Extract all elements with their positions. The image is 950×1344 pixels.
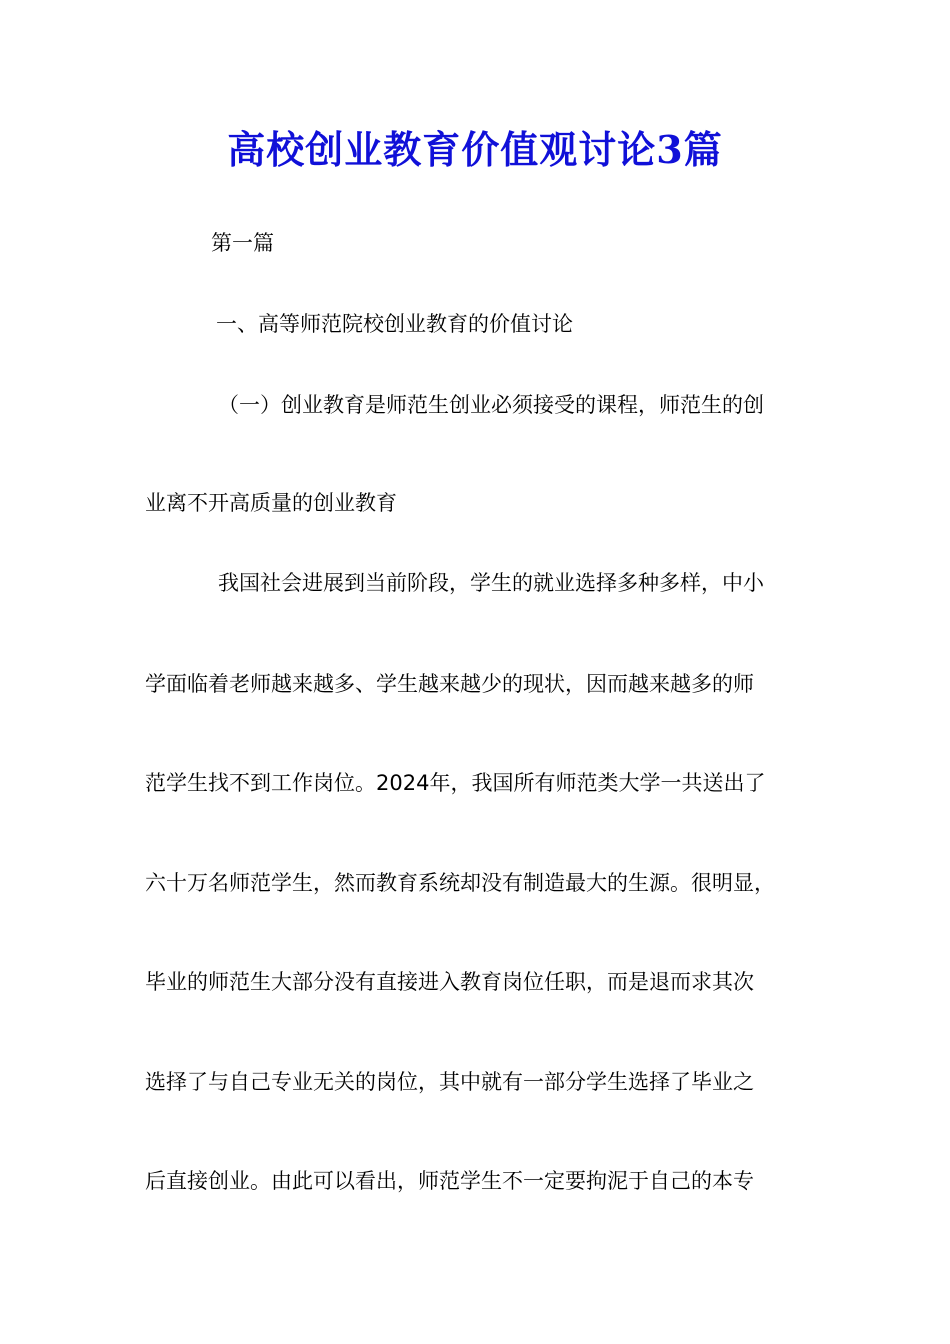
heading-level-1: 一、高等师范院校创业教育的价值讨论 — [216, 312, 573, 336]
paragraph-line: （一）创业教育是师范生创业必须接受的课程，师范生的创 — [218, 393, 764, 417]
document-title: 高校创业教育价值观讨论3篇 — [227, 127, 723, 172]
paragraph-line: 六十万名师范学生，然而教育系统却没有制造最大的生源。很明显， — [145, 871, 775, 895]
paragraph-line: 毕业的师范生大部分没有直接进入教育岗位任职，而是退而求其次 — [145, 970, 754, 994]
paragraph-line: 范学生找不到工作岗位。2024年，我国所有师范类大学一共送出了 — [145, 771, 766, 795]
paragraph-line: 后直接创业。由此可以看出，师范学生不一定要拘泥于自己的本专 — [145, 1169, 754, 1193]
paragraph-line: 我国社会进展到当前阶段，学生的就业选择多种多样，中小 — [218, 571, 764, 595]
paragraph-line: 学面临着老师越来越多、学生越来越少的现状，因而越来越多的师 — [145, 672, 754, 696]
paragraph-line: 业离不开高质量的创业教育 — [145, 491, 397, 515]
paragraph-line: 选择了与自己专业无关的岗位，其中就有一部分学生选择了毕业之 — [145, 1070, 754, 1094]
section-label: 第一篇 — [211, 231, 274, 255]
